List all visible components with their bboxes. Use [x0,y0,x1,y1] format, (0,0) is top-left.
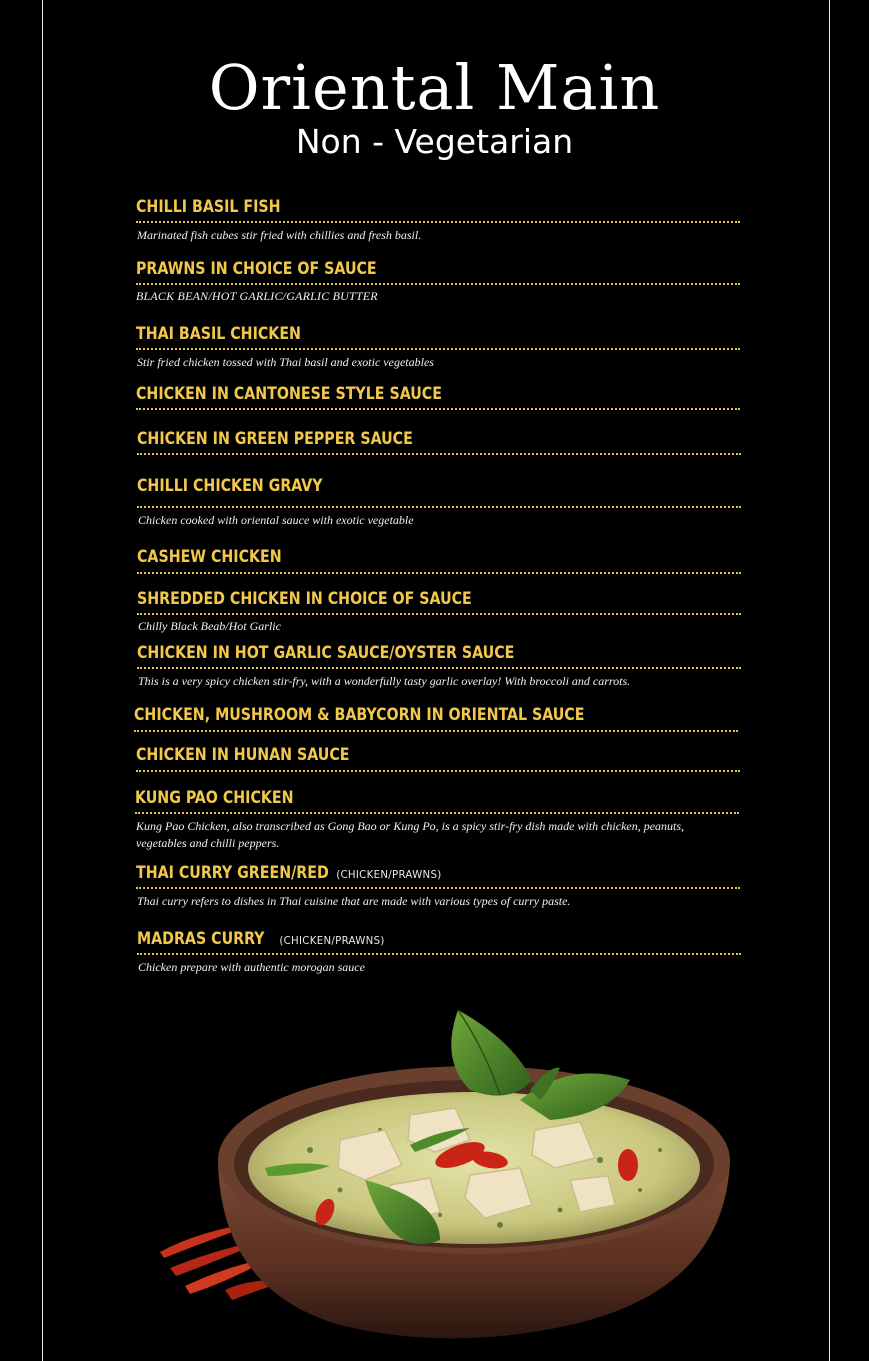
item-name: CHICKEN IN HUNAN SAUCE [136,745,350,765]
dotted-divider [135,812,739,814]
item-description: Kung Pao Chicken, also transcribed as Gong Bao or Kung Po, is a spicy stir-fry dish made with chicken, peanuts, vegetables and chilli peppers. [136,819,685,850]
item-name: THAI BASIL CHICKEN [136,324,301,344]
dotted-divider [136,770,740,772]
dotted-divider [136,408,740,410]
item-name: CHICKEN IN GREEN PEPPER SAUCE [137,429,413,449]
dotted-divider [137,572,741,574]
item-description: Marinated fish cubes stir fried with chillies and fresh basil. [137,228,422,242]
item-name-text: MADRAS CURRY [137,929,265,949]
item-name: CHICKEN IN HOT GARLIC SAUCE/OYSTER SAUCE [137,643,515,663]
item-name: KUNG PAO CHICKEN [135,788,294,808]
dotted-divider [136,283,740,285]
item-name-text: THAI CURRY GREEN/RED [136,863,329,883]
item-description: Thai curry refers to dishes in Thai cuisine that are made with various types of curry paste. [137,894,571,908]
menu-item [136,863,740,908]
item-name: CHICKEN IN CANTONESE STYLE SAUCE [136,384,442,404]
item-description: Chicken prepare with authentic morogan sauce [138,960,365,974]
left-border-line [42,0,43,1361]
item-name: CHILLI CHICKEN GRAVY [137,476,323,496]
page-title: Oriental Main [208,51,661,124]
thai-curry-bowl-image [140,990,760,1360]
dotted-divider [136,348,740,350]
menu-item [136,324,740,369]
menu-item [137,643,741,688]
menu-item [134,705,738,725]
menu-item [137,547,741,567]
dotted-divider [136,221,740,223]
page-subtitle: Non - Vegetarian [295,122,574,161]
item-name: CHILLI BASIL FISH [136,197,281,217]
item-description: This is a very spicy chicken stir-fry, with a wonderfully tasty garlic overlay! With broccoli and carrots. [138,674,631,688]
item-description: BLACK BEAN/HOT GARLIC/GARLIC BUTTER [136,289,378,303]
menu-item [136,384,740,404]
item-name [137,929,699,951]
menu-item [135,788,739,850]
menu-item [136,197,740,242]
menu-item [136,259,740,303]
menu-item [137,429,741,449]
dotted-divider [137,453,741,455]
dotted-divider [137,506,741,508]
menu-item [137,589,741,633]
dotted-divider [137,613,741,615]
item-name: CASHEW CHICKEN [137,547,282,567]
menu-item [136,745,740,765]
item-name: CHICKEN, MUSHROOM & BABYCORN IN ORIENTAL SAUCE [134,705,585,725]
item-name: SHREDDED CHICKEN IN CHOICE OF SAUCE [137,589,472,609]
item-name [136,863,698,885]
dotted-divider [134,730,738,732]
item-name: PRAWNS IN CHOICE OF SAUCE [136,259,377,279]
menu-item [137,929,741,974]
item-note: (CHICKEN/PRAWNS) [336,868,442,881]
item-note: (CHICKEN/PRAWNS) [279,934,385,947]
menu-item [137,476,741,527]
dotted-divider [137,953,741,955]
item-description: Chilly Black Beab/Hot Garlic [138,619,281,633]
dotted-divider [137,667,741,669]
item-description: Chicken cooked with oriental sauce with exotic vegetable [138,513,414,527]
dotted-divider [136,887,740,889]
right-border-line [829,0,830,1361]
item-description: Stir fried chicken tossed with Thai basil and exotic vegetables [137,355,434,369]
